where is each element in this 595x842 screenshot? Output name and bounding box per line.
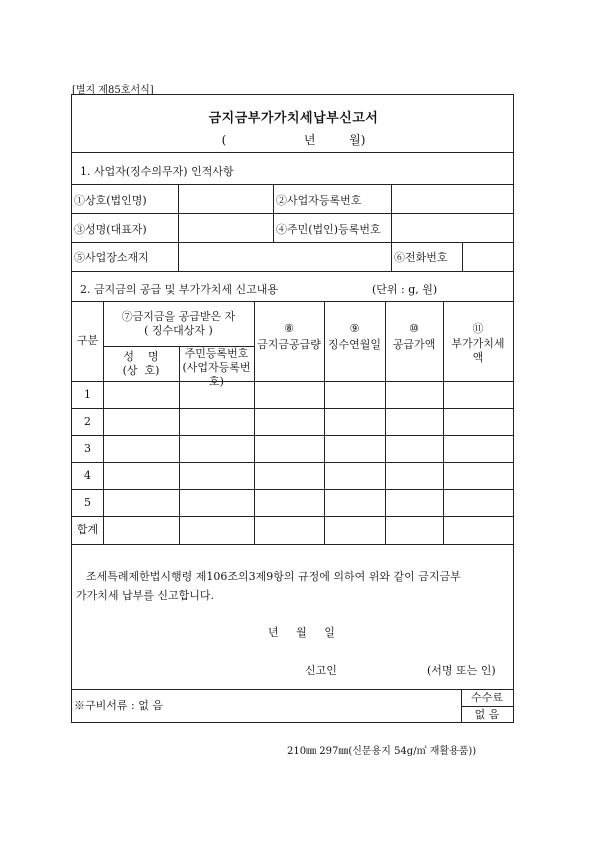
declaration-text-line1: 조세특례제한법시행령 제106조의3제9항의 규정에 의하여 위와 같이 금지금부 [86,570,461,583]
header-supply-value: 공급가액 [392,338,436,351]
row-label: 2 [84,414,91,428]
declaration-form [71,94,514,723]
paper-spec: 210㎜ 297㎜(신문용지 54g/㎡ 재활용품)) [287,746,477,757]
field-representative-value[interactable] [180,215,272,239]
attachments: ※구비서류 : 없 음 [74,699,163,712]
field-label-phone: ⑥전화번호 [394,251,448,264]
row-label: 5 [84,495,91,509]
field-label-company: ①상호(법인명) [74,194,147,207]
header-recipient-group: ⑦금지금을 공급받은 자 ( 징수대상자 ) [121,310,236,337]
header-supply-qty: 금지금공급량 [257,338,321,351]
declaration-date: 년 월 일 [268,626,335,639]
reporting-period [72,131,515,148]
section2-heading: 2. 금지금의 공급 및 부가가치세 신고내용 [80,283,278,296]
field-company-value[interactable] [180,186,272,210]
row-label: 4 [84,468,91,482]
form-title: 금지금부가가치세납부신고서 [208,111,379,126]
form-number: [별지 제85호서식] [72,85,154,96]
header-category: 구분 [76,334,99,347]
field-phone-value[interactable] [464,244,511,268]
field-label-representative: ③성명(대표자) [74,223,147,236]
total-row-label: 합계 [76,523,99,536]
field-business-reg-value[interactable] [393,186,511,210]
header-name: 성 명 (상 호) [122,350,160,377]
row-label: 1 [84,387,91,401]
declarant-label: 신고인 [305,664,337,677]
header-supply-value-number: ⑩ [409,322,419,335]
fee-label: 수수료 [471,691,503,704]
fee-value: 없 음 [474,708,500,721]
field-label-address: ⑤사업장소재지 [74,251,149,264]
section1-heading: 1. 사업자(징수의무자) 인적사항 [80,165,234,178]
period-open: ( [221,133,227,147]
field-resident-reg-value[interactable] [393,215,511,239]
period-year: 년 [303,133,316,147]
header-collect-date-number: ⑨ [349,322,360,335]
signature-label: (서명 또는 인) [427,664,496,677]
period-month: 월) [349,133,366,147]
header-collect-date: 징수연월일 [327,338,382,351]
row-label: 3 [84,441,91,455]
declaration-text-line2: 가가치세 납부를 신고합니다. [76,589,215,602]
field-label-business-reg: ②사업자등록번호 [276,194,362,207]
header-vat-number: ⑪ [472,322,484,335]
header-reg-no: 주민등록번호 (사업자등록번 호) [182,347,251,388]
header-vat: 부가가치세 액 [451,337,505,364]
field-address-value[interactable] [180,244,390,268]
header-supply-qty-number: ⑧ [284,322,294,335]
unit-label: (단위 : g, 원) [372,283,438,296]
field-label-resident-reg: ④주민(법인)등록번호 [276,223,381,236]
